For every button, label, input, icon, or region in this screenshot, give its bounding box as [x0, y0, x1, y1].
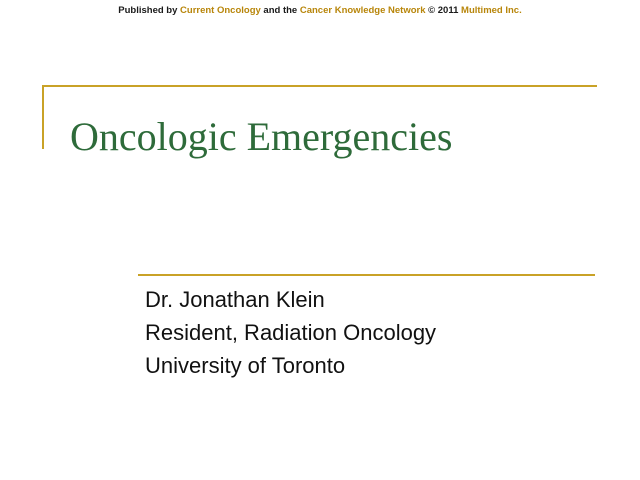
- slide-title: Oncologic Emergencies: [70, 114, 453, 159]
- presenter-name: Dr. Jonathan Klein: [145, 287, 325, 312]
- credit-journal-name: Current Oncology: [180, 5, 261, 16]
- credit-middle: and the: [260, 5, 300, 16]
- presenter-role: Resident, Radiation Oncology: [145, 320, 437, 345]
- publisher-credit: [0, 5, 640, 16]
- credit-network-name: Cancer Knowledge Network: [299, 5, 426, 16]
- credit-publisher-name: Multimed Inc.: [461, 5, 522, 16]
- title-left-rule: [42, 85, 44, 149]
- credit-prefix: Published by: [118, 5, 181, 16]
- subtitle-rule: [138, 274, 595, 276]
- subtitle-block: [145, 283, 436, 382]
- credit-copyright: © 2011: [425, 5, 462, 16]
- presenter-affiliation: University of Toronto: [145, 353, 346, 378]
- title-top-rule: [42, 85, 597, 87]
